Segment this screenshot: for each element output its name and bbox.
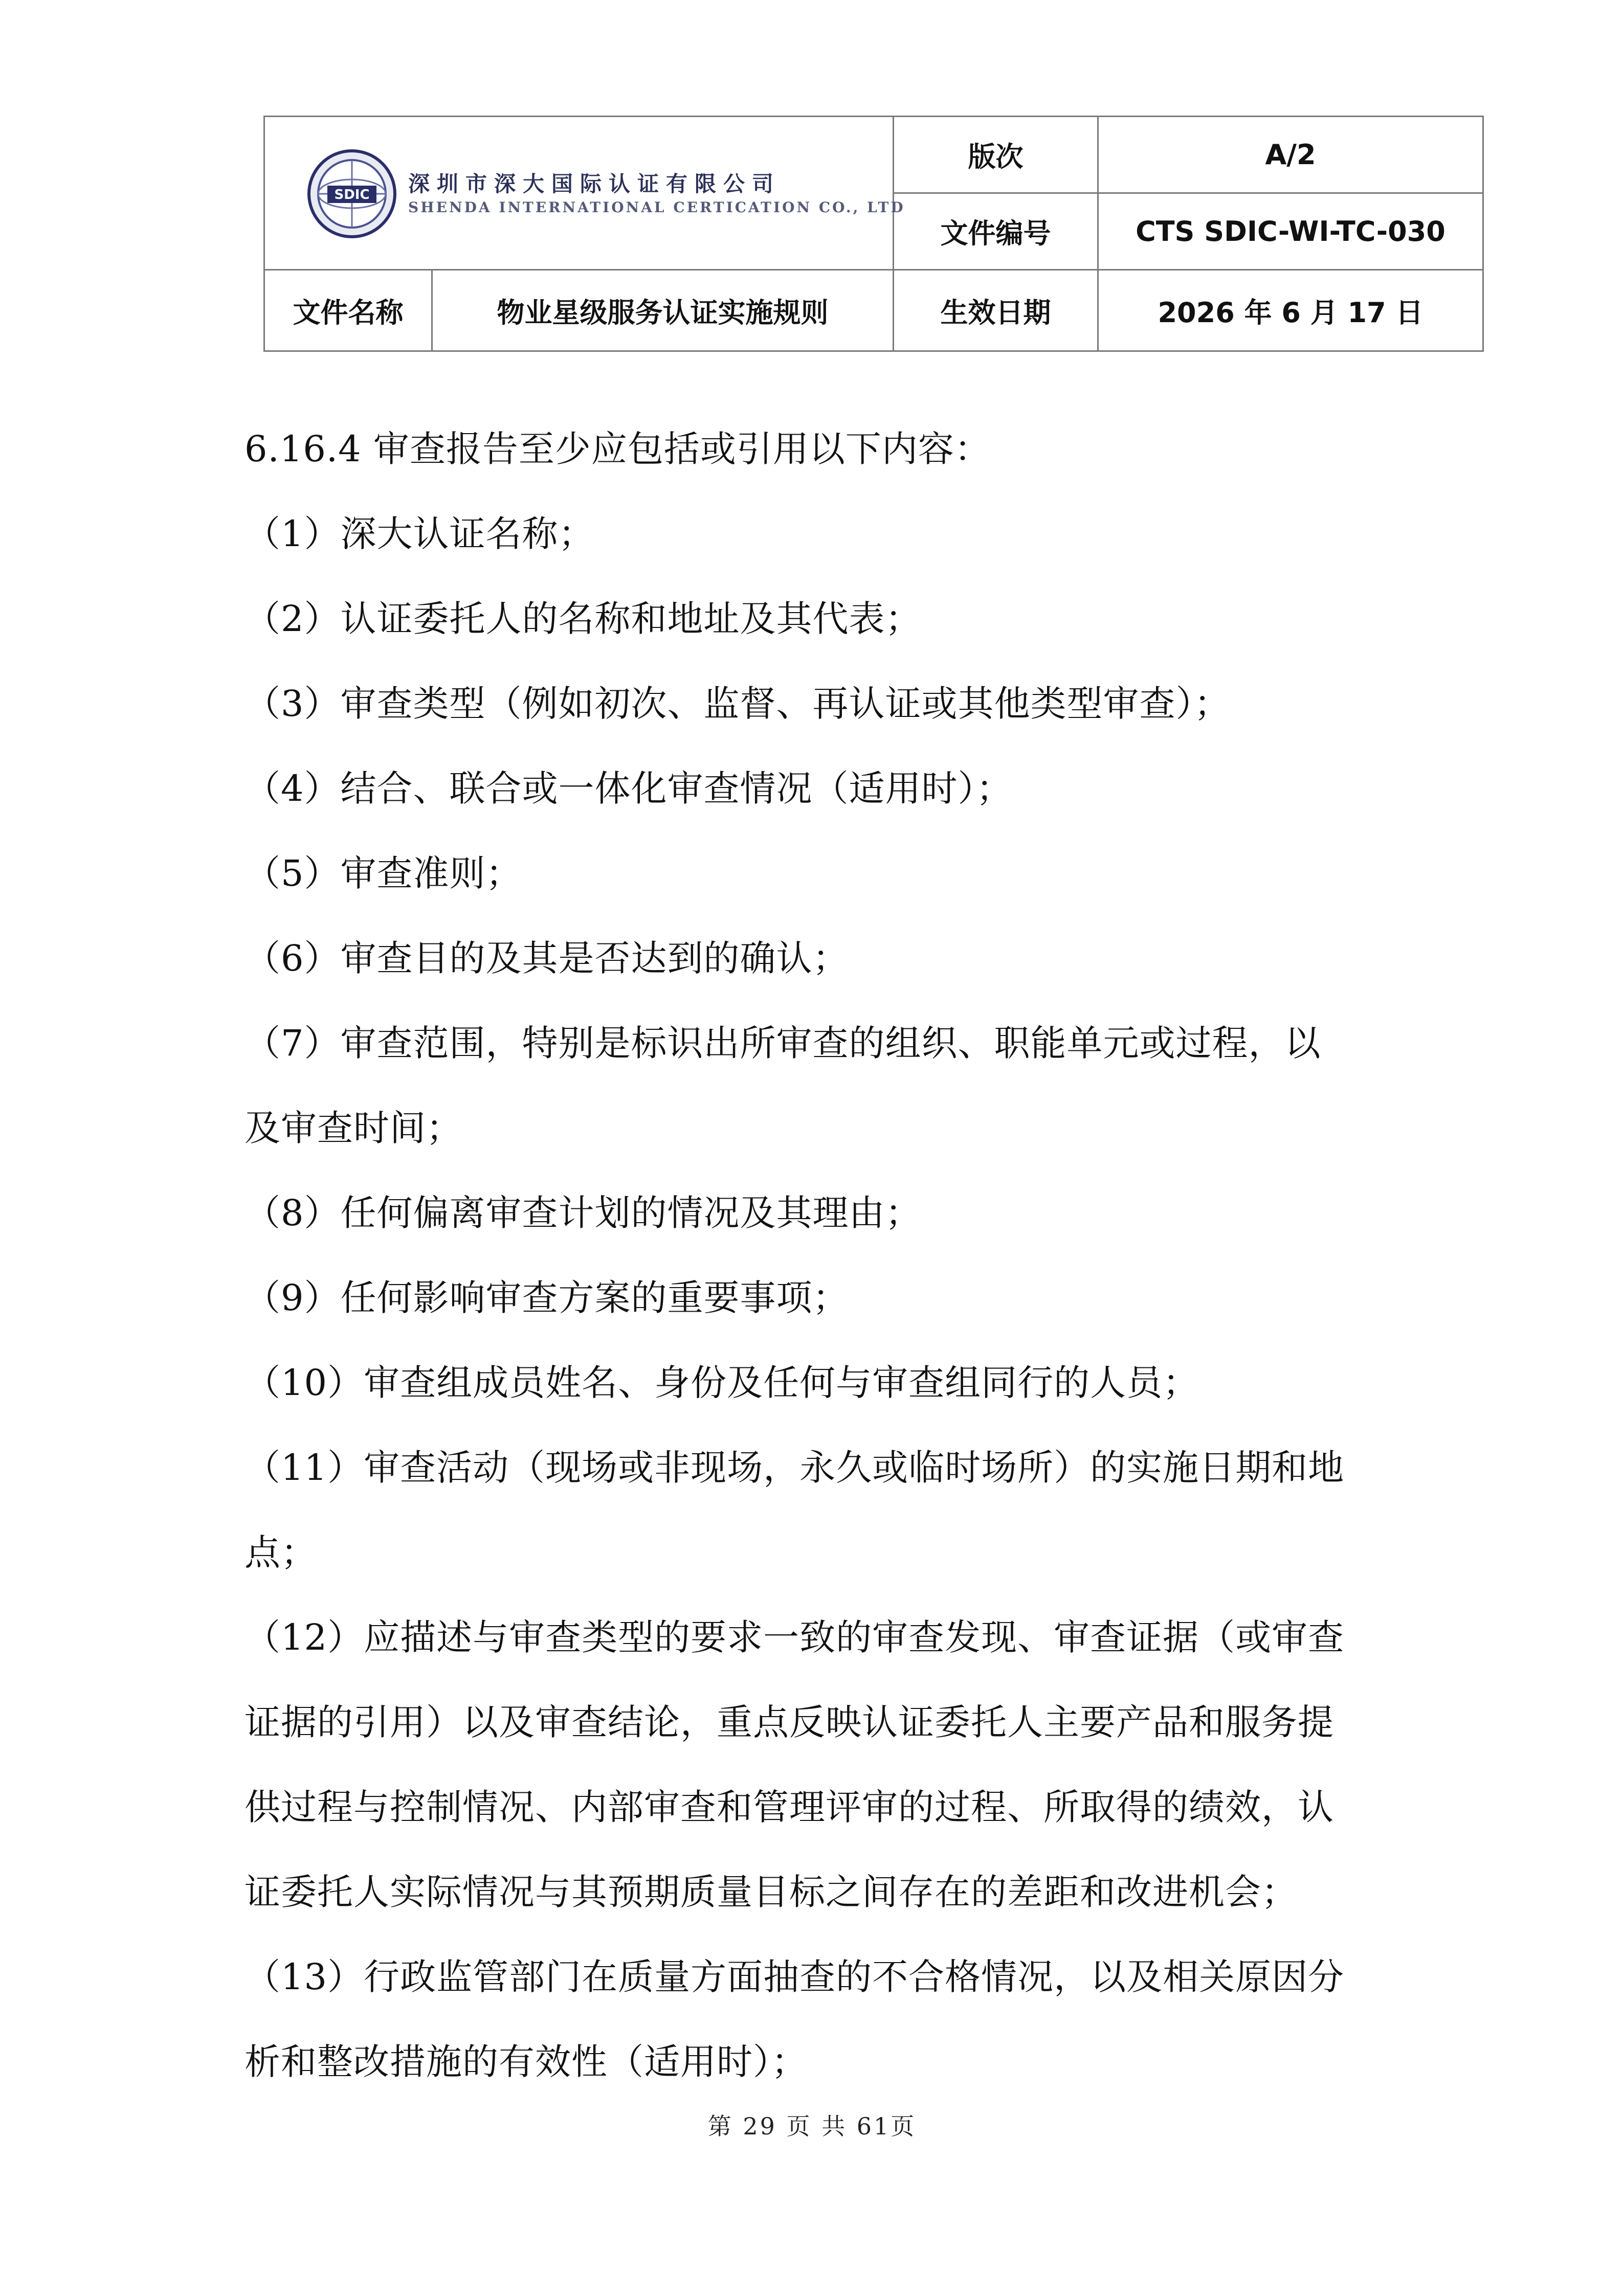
list-item-continuation: 点； — [244, 1532, 317, 1573]
list-item: （11）审查活动（现场或非现场，永久或临时场所）的实施日期和地 — [244, 1447, 1345, 1489]
list-item: （5）审查准则； — [244, 852, 522, 894]
sdic-emblem-icon — [306, 148, 398, 240]
company-logo — [306, 148, 905, 250]
list-item: （7）审查范围，特别是标识出所审查的组织、职能单元或过程，以 — [244, 1022, 1321, 1064]
effective-date-label: 生效日期 — [894, 270, 1098, 351]
doc-name-value: 物业星级服务认证实施规则 — [432, 270, 894, 351]
doc-name-label: 文件名称 — [264, 270, 432, 351]
version-label: 版次 — [894, 117, 1098, 193]
doc-no-value: CTS SDIC-WI-TC-030 — [1098, 193, 1483, 270]
list-item-continuation: 供过程与控制情况、内部审查和管理评审的过程、所取得的绩效，认 — [244, 1786, 1334, 1828]
document-body — [244, 407, 1390, 2104]
list-item-continuation: 及审查时间； — [244, 1107, 462, 1149]
section-heading: 6.16.4 审查报告至少应包括或引用以下内容： — [244, 428, 991, 470]
logo-text: SDIC — [334, 187, 370, 202]
list-item: （2）认证委托人的名称和地址及其代表； — [244, 598, 922, 640]
list-item: （8）任何偏离审查计划的情况及其理由； — [244, 1192, 922, 1234]
list-item-continuation: 析和整改措施的有效性（适用时）； — [244, 2041, 808, 2083]
list-item: （12）应描述与审查类型的要求一致的审查发现、审查证据（或审查 — [244, 1616, 1345, 1658]
list-item: （1）深大认证名称； — [244, 513, 595, 555]
company-name-cn: 深圳市深大国际认证有限公司 — [408, 171, 781, 196]
version-value: A/2 — [1098, 117, 1483, 193]
list-item-continuation: 证委托人实际情况与其预期质量目标之间存在的差距和改进机会； — [244, 1871, 1298, 1913]
company-name-en: SHENDA INTERNATIONAL CERTICATION CO., LTD — [408, 199, 905, 216]
list-item: （13）行政监管部门在质量方面抽查的不合格情况，以及相关原因分 — [244, 1956, 1345, 1998]
effective-date-value: 2026 年 6 月 17 日 — [1098, 270, 1483, 351]
company-logo-cell — [264, 117, 905, 270]
list-item: （6）审查目的及其是否达到的确认； — [244, 937, 849, 979]
doc-no-label: 文件编号 — [894, 193, 1098, 270]
list-item: （4）结合、联合或一体化审查情况（适用时）； — [244, 768, 1013, 809]
list-item-continuation: 证据的引用）以及审查结论，重点反映认证委托人主要产品和服务提 — [244, 1701, 1334, 1743]
list-item: （3）审查类型（例如初次、监督、再认证或其他类型审查）； — [244, 683, 1231, 725]
list-item: （10）审查组成员姓名、身份及任何与审查组同行的人员； — [244, 1362, 1199, 1404]
document-header-table — [263, 116, 1484, 352]
page-number: 第 29 页 共 61页 — [707, 2112, 917, 2140]
list-item: （9）任何影响审查方案的重要事项； — [244, 1277, 849, 1319]
